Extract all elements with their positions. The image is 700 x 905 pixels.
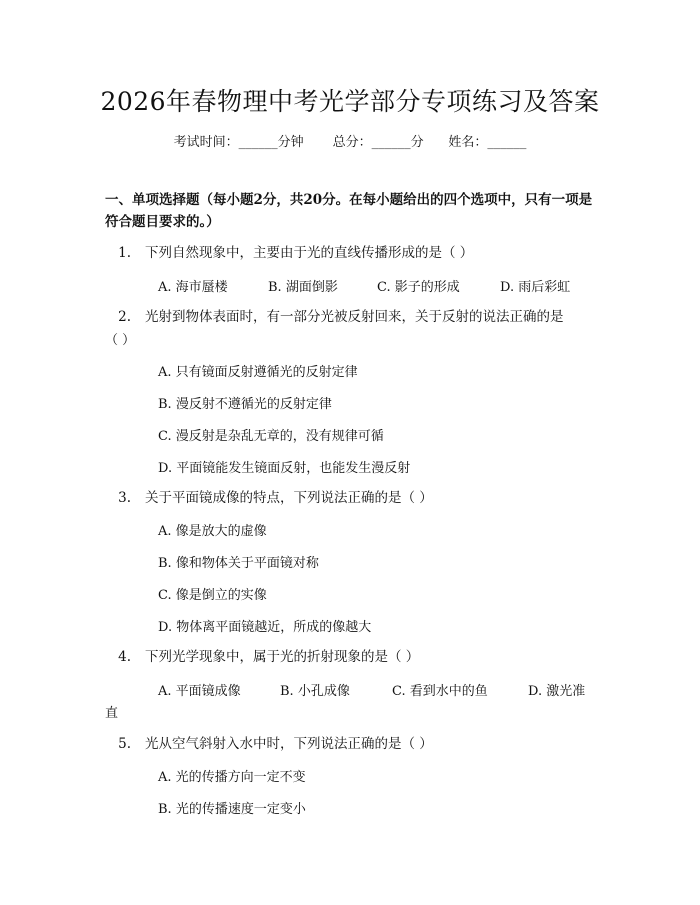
page-title: 2026年春物理中考光学部分专项练习及答案 (100, 87, 600, 116)
question-4 (105, 646, 595, 668)
question-stem: 下列自然现象中，主要由于光的直线传播形成的是（ ） (145, 245, 474, 261)
question-5 (105, 733, 595, 755)
question-stem: 光射到物体表面时，有一部分光被反射回来，关于反射的说法正确的是 (145, 309, 564, 325)
option-b: B. 像和物体关于平面镜对称 (158, 556, 319, 571)
option-c: C. 影子的形成 (377, 280, 460, 295)
option-a: A. 光的传播方向一定不变 (158, 770, 306, 785)
option-c: C. 像是倒立的实像 (158, 588, 267, 603)
option-b: B. 小孔成像 (280, 684, 350, 699)
option-a: A. 像是放大的虚像 (158, 524, 267, 539)
question-stem: 光从空气斜射入水中时，下列说法正确的是（ ） (145, 736, 433, 752)
question-number: 3. (118, 490, 131, 506)
question-stem-continuation: （ ） (105, 333, 136, 348)
option-b: B. 漫反射不遵循光的反射定律 (158, 397, 332, 412)
option-c: C. 看到水中的鱼 (392, 684, 488, 699)
exam-info-line (0, 131, 700, 150)
question-stem: 下列光学现象中，属于光的折射现象的是（ ） (145, 649, 420, 665)
question-1 (105, 242, 595, 264)
option-d: D. 平面镜能发生镜面反射，也能发生漫反射 (158, 461, 411, 476)
option-continuation: 直 (105, 706, 119, 721)
question-stem: 关于平面镜成像的特点，下列说法正确的是（ ） (145, 490, 433, 506)
score-blank: ______ (371, 135, 411, 150)
option-d: D. 激光准 (528, 684, 586, 699)
name-label: 姓名： (448, 135, 488, 150)
option-d: D. 物体离平面镜越近，所成的像越大 (158, 620, 372, 635)
time-unit: 分钟 (277, 135, 304, 150)
question-number: 1. (118, 245, 131, 261)
option-d: D. 雨后彩虹 (500, 280, 571, 295)
question-number: 4. (118, 649, 131, 665)
option-a: A. 平面镜成像 (158, 684, 241, 699)
option-a: A. 海市蜃楼 (158, 280, 228, 295)
score-unit: 分 (410, 135, 424, 150)
question-2 (105, 306, 595, 328)
option-c: C. 漫反射是杂乱无章的，没有规律可循 (158, 429, 384, 444)
question-number: 5. (118, 736, 131, 752)
question-3 (105, 487, 595, 509)
section-heading: 一、单项选择题（每小题2分，共20分。在每小题给出的四个选项中，只有一项是符合题目要求的。） (105, 192, 593, 230)
option-b: B. 光的传播速度一定变小 (158, 802, 306, 817)
question-number: 2. (118, 309, 131, 325)
name-blank: ______ (487, 135, 527, 150)
time-label: 考试时间： (173, 135, 239, 150)
option-b: B. 湖面倒影 (268, 280, 338, 295)
time-blank: ______ (238, 135, 278, 150)
score-label: 总分： (332, 135, 372, 150)
option-a: A. 只有镜面反射遵循光的反射定律 (158, 365, 358, 380)
